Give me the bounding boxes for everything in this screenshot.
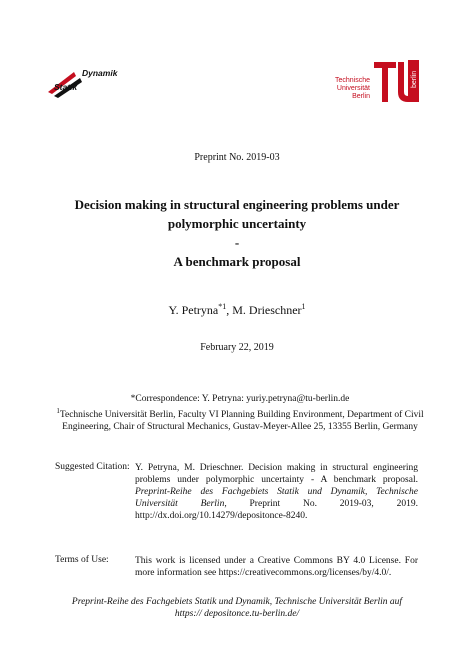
citation-label: Suggested Citation:	[55, 462, 130, 472]
footer	[40, 596, 434, 620]
citation-text	[135, 462, 418, 522]
affiliation-1-text: Technische Universität Berlin, Faculty VI Planning Building Environment, Department of Civil Engineering, Chair of Structural Mechanics, Gustav-Meyer-Allee 25, 13355 Berlin, Germany	[59, 410, 424, 433]
title-line-2: polymorphic uncertainty	[167, 216, 307, 231]
logo-letter-u	[398, 62, 408, 102]
author-separator: ,	[226, 303, 233, 317]
terms-text: This work is licensed under a Creative Commons BY 4.0 License. For more information see https://creativecommons.org/licenses/by/4.0/.	[135, 556, 418, 578]
citation-part-2: , Preprint No. 2019-03, 2019. http://dx.doi.org/10.14279/depositonce-8240.	[135, 499, 418, 521]
citation-part-1: Y. Petryna, M. Drieschner. Decision making in structural engineering problems under polymorphic uncertainty - A benchmark proposal.	[135, 463, 418, 485]
author-1-marker: *1	[218, 302, 227, 311]
logo-text-vertical-berlin: berlin	[411, 70, 418, 88]
correspondence: *Correspondence: Y. Petryna: yuriy.petryna@tu-berlin.de	[130, 394, 350, 404]
logo-text-universitaet: Universität	[336, 85, 370, 92]
logo-text-berlin: Berlin	[352, 93, 370, 100]
affiliations	[40, 393, 440, 433]
author-2-marker: 1	[301, 302, 306, 311]
footer-link[interactable]: https:// depositonce.tu-berlin.de/	[174, 609, 300, 619]
tu-berlin-logo	[334, 58, 420, 110]
affiliation-1-marker: 1	[56, 407, 60, 415]
title-line-3: -	[234, 235, 240, 250]
author-1: Y. Petryna	[168, 303, 219, 317]
publication-date: February 22, 2019	[200, 342, 274, 353]
citation-series: Preprint-Reihe des Fachgebiets Statik und Dynamik, Technische Universität Berlin	[135, 487, 418, 509]
logo-letter-t	[374, 62, 396, 102]
title-line-4: A benchmark proposal	[173, 254, 301, 269]
statik-dynamik-logo	[44, 62, 124, 100]
footer-line-1: Preprint-Reihe des Fachgebiets Statik und Dynamik, Technische Universität Berlin auf	[71, 597, 403, 607]
preprint-number: Preprint No. 2019-03	[194, 152, 280, 163]
affiliation-1	[40, 405, 440, 433]
author-2: M. Drieschner	[232, 303, 302, 317]
title-line-1: Decision making in structural engineering problems under	[74, 197, 400, 212]
logo-text-statik: Statik	[54, 82, 78, 92]
paper-title	[0, 195, 474, 271]
authors	[0, 302, 474, 318]
logo-text-dynamik: Dynamik	[82, 68, 118, 78]
logo-text-technische: Technische	[334, 77, 370, 84]
terms-label: Terms of Use:	[55, 555, 109, 565]
